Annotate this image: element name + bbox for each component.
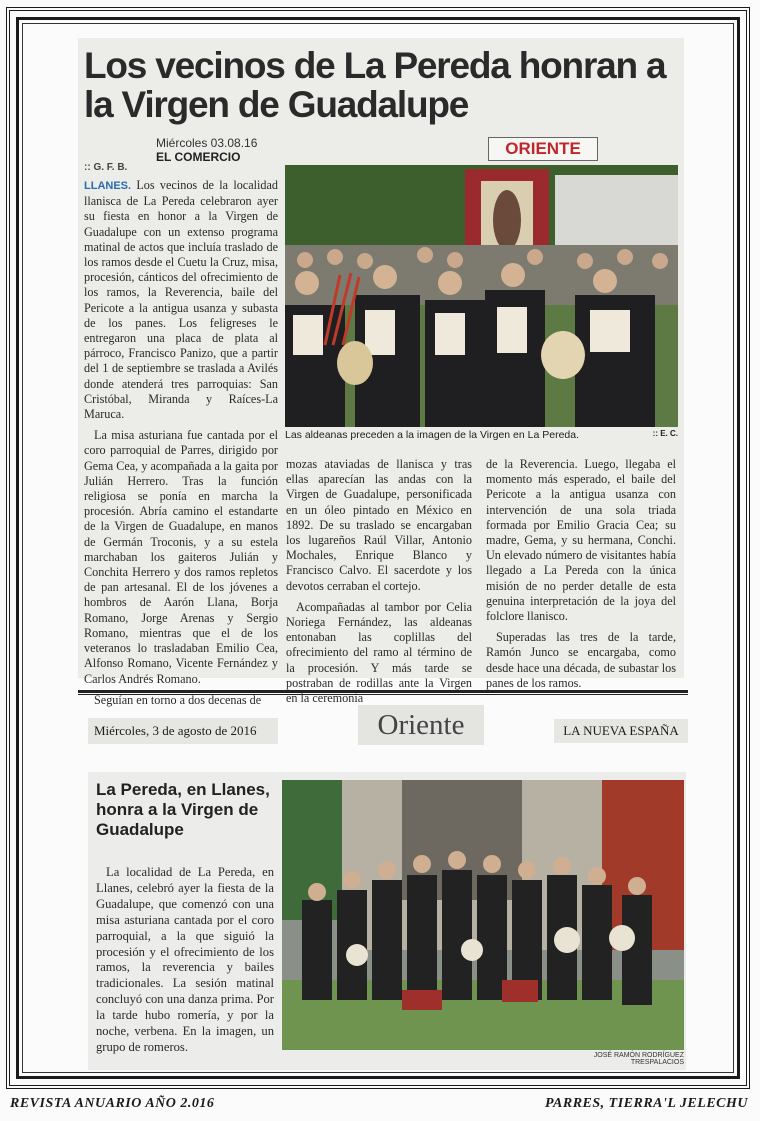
article2-paragraph: La localidad de La Pereda, en Llanes, celebró ayer la fiesta de la Guadalupe, que comenzó con una misa asturiana cantada por el coro parroquial, a la que siguió la procesión y el ofrecimiento de los ramos, la reverencia y bailes tradicionales. La sesión matinal concluyó con una danza prima. Por la tarde hubo romería, y por la noche, verbena. En la imagen, un grupo de romeros. — [96, 865, 274, 1054]
headline-2: La Pereda, en Llanes, honra a la Virgen de Guadalupe — [96, 780, 270, 839]
article1-paragraph: Acompañadas al tambor por Celia Noriega Fernández, las aldeanas entonaban las coplillas del ofrecimiento del ramo al término de la procesión. Y más tarde se postraban de rodillas ante la Virgen en la ceremonia — [286, 599, 472, 706]
photo-group — [282, 780, 684, 1050]
dateline-lead: LLANES. — [84, 180, 132, 192]
article1-paragraph: Seguían en torno a dos decenas de — [94, 692, 262, 707]
article1-column-1 — [84, 178, 278, 708]
byline-1: :: G. F. B. — [84, 162, 128, 173]
footer-right: PARRES, TIERRA'L JELECHU — [545, 1096, 748, 1111]
caption-text: Las aldeanas preceden a la imagen de la Virgen en La Pereda. — [285, 429, 580, 441]
article1-paragraph: de la Reverencia. Luego, llegaba el momento más esperado, el baile del Pericote a la antigua usanza con intervención de una sola triada formada por Emilio Gracia Cea; su madre, Gema, y su hermana, Conchi. Un elevado número de visitantes había llegado a La Pereda con la única misión de no perder detalle de esta genuina interpretación de la joya del folclore llanisco. — [486, 457, 676, 624]
photo-credit-2: JOSÉ RAMÓN RODRÍGUEZ TRESPALACIOS — [593, 1052, 684, 1066]
section-tag-1: ORIENTE — [488, 137, 598, 161]
headline-1: Los vecinos de La Pereda honran a la Virgen de Guadalupe — [84, 45, 666, 125]
photo-procession — [285, 165, 678, 427]
article1-column-2 — [286, 457, 472, 706]
newspaper-name-1: EL COMERCIO — [156, 150, 241, 164]
photo-procession-image — [285, 165, 678, 427]
date-2: Miércoles, 3 de agosto de 2016 — [88, 718, 278, 744]
newspaper-name-2: LA NUEVA ESPAÑA — [554, 719, 688, 743]
article1-paragraph: LLANES. Los vecinos de la localidad llanisca de La Pereda celebraron ayer su fiesta en honor a la Virgen de Guadalupe con un extenso programa matinal de actos que incluía traslado de los ramos desde el Cuetu la Cruz, misa, procesión, cánticos del ofrecimiento de los ramos, la Reverencia, baile del Pericote a la antigua usanza y subasta de los panes. Los feligreses le entregaron una placa de plata al párroco, Francisco Panizo, que a partir del 1 de septiembre se traslada a Avilés donde atenderá tres parroquias: San Cristóbal, Miranda y Raíces-La Maruca. — [84, 178, 278, 422]
article1-paragraph: La misa asturiana fue cantada por el coro parroquial de Parres, dirigido por Gema Cea, y acompañada a la gaita por Julián Herrero. Tras la función religiosa se ponía en marcha la procesión. Abría camino el estandarte de la Virgen de Guadalupe, en manos de Germán Troconis, y a su estela marchaban los gaiteros Julián y Conchita Herrero y dos ramos repletos de pan artesanal. El de los jóvenes a hombros de Aarón Llana, Borja Romano, Jorge Arenas y Sergio Romano, mientras que el de los veteranos lo trasladaban Emilio Cea, Alfonso Romano, Vicente Fernández y Carlos Andrés Romano. — [84, 428, 278, 686]
date-1: Miércoles 03.08.16 — [156, 136, 258, 150]
photo-caption-1 — [285, 429, 678, 441]
section-tag-2: Oriente — [358, 705, 484, 745]
article1-paragraph: mozas ataviadas de llanisca y tras ellas aparecían las andas con la Virgen de Guadalupe, personificada en un óleo pintado en México en 1892. De su traslado se encargaban los lugareños Raúl Villar, Antonio Mochales, Enrique Blanco y Francisco Calvo. El sacerdote y los devotos cerraban el cortejo. — [286, 457, 472, 593]
article2-body — [96, 865, 274, 1056]
caption-credit: :: E. C. — [652, 429, 678, 438]
section-divider — [78, 690, 688, 695]
article1-paragraph: Superadas las tres de la tarde, Ramón Junco se encargaba, como desde hace una década, de subastar los panes de los ramos. — [486, 630, 676, 690]
footer-left: REVISTA ANUARIO AÑO 2.016 — [10, 1096, 215, 1111]
article1-column-3 — [486, 457, 676, 691]
photo-group-image — [282, 780, 684, 1050]
